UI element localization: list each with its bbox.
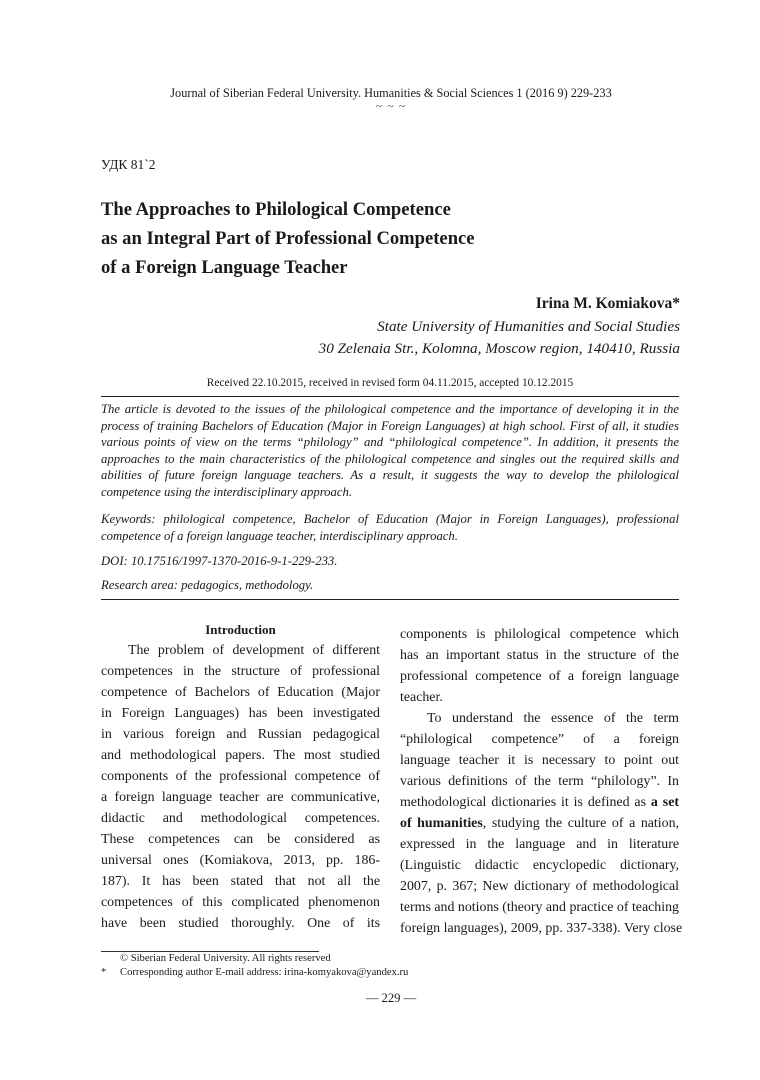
- emphasis: a set: [650, 795, 679, 810]
- body-line: has an important status in the structure of the: [400, 648, 679, 663]
- body-column-right: [400, 624, 683, 939]
- page-number: — 229 —: [365, 991, 417, 1005]
- body-line: methodological dictionaries it is defined as a set: [400, 795, 679, 810]
- research-area: Research area: pedagogics, methodology.: [101, 578, 314, 592]
- journal-header: Journal of Siberian Federal University. Humanities & Social Sciences 1 (2016 9) 229-233: [170, 86, 612, 100]
- keywords: Keywords: philological competence, Bachelor of Education (Major in Foreign Languages), professional competence of a foreign language teacher, interdisciplinary approach.: [101, 512, 679, 543]
- body-line: To understand the essence of the term: [427, 711, 679, 726]
- body-line: These competences can be considered as: [101, 832, 380, 847]
- body-line: competences of this complicated phenomenon: [101, 895, 380, 910]
- body-line: have been studied thoroughly. One of its: [101, 916, 380, 931]
- author-affiliation: State University of Humanities and Social Studies: [377, 318, 680, 335]
- udk-code: УДК 81`2: [101, 157, 156, 172]
- body-line: competence of Bachelors of Education (Major: [101, 685, 380, 700]
- body-line: foreign languages), 2009, pp. 337-338). Very close: [400, 921, 683, 936]
- title-line: of a Foreign Language Teacher: [101, 257, 348, 278]
- title-line: The Approaches to Philological Competence: [101, 199, 451, 220]
- doi: DOI: 10.17516/1997-1370-2016-9-1-229-233.: [101, 554, 338, 568]
- body-line: components of the professional competence of: [101, 769, 380, 784]
- body-line: components is philological competence which: [400, 627, 679, 642]
- body-line: in various foreign and Russian pedagogical: [101, 727, 380, 742]
- abstract: [101, 401, 679, 500]
- corresponding-footnote: [101, 967, 408, 978]
- author-name: Irina M. Komiakova*: [535, 295, 680, 312]
- corresponding-email: Corresponding author E-mail address: irina-komyakova@yandex.ru: [120, 967, 409, 978]
- section-heading: Introduction: [205, 622, 276, 637]
- body-line: terms and notions (theory and practice of teaching: [400, 900, 679, 915]
- emphasis: of humanities: [400, 816, 483, 831]
- footnote-marker: *: [101, 967, 107, 978]
- body-line: of humanities, studying the culture of a nation,: [400, 816, 680, 831]
- body-line: expressed in the language and in literature: [400, 837, 679, 852]
- body-line: professional competence of a foreign language: [400, 669, 679, 684]
- body-line: universal ones (Komiakova, 2013, pp. 186-: [101, 853, 380, 868]
- body-line: language teacher it is necessary to point out: [400, 753, 679, 768]
- body-line: 187). It has been stated that not all the: [101, 874, 380, 889]
- body-line: a foreign language teacher are communicative,: [101, 790, 380, 805]
- body-line: various definitions of the term “philology”. In: [400, 774, 679, 789]
- body-line: and methodological papers. The most studied: [101, 748, 380, 763]
- body-line: didactic and methodological competences.: [101, 811, 380, 826]
- header-ornament: ~ ~ ~: [375, 99, 407, 113]
- received-dates: Received 22.10.2015, received in revised form 04.11.2015, accepted 10.12.2015: [206, 377, 574, 389]
- copyright-footnote: © Siberian Federal University. All rights reserved: [120, 953, 331, 964]
- body-line: competences in the structure of professional: [101, 664, 380, 679]
- body-line: (Linguistic didactic encyclopedic dictionary,: [400, 858, 679, 873]
- footnote-rule: [101, 951, 319, 952]
- body-column-left: [101, 619, 380, 934]
- abstract-top-rule: [101, 396, 679, 397]
- abstract-bottom-rule: [101, 599, 679, 600]
- body-line: 2007, p. 367; New dictionary of methodological: [400, 879, 679, 894]
- body-line: The problem of development of different: [128, 643, 380, 658]
- title-line: as an Integral Part of Professional Competence: [101, 228, 475, 249]
- author-address: 30 Zelenaia Str., Kolomna, Moscow region, 140410, Russia: [318, 340, 680, 357]
- body-line: “philological competence” of a foreign: [400, 732, 679, 747]
- abstract-text: The article is devoted to the issues of the philological competence and the importance of developing it in the process of training Bachelors of Education (Major in Foreign Languages) at high school. First of all, it studies various points of view on the terms “philology” and “philological competence”. In addition, it presents the approaches to the main characteristics of the philological competence and singles out the required skills and abilities of future foreign language teachers. As a result, it suggests the way to develop the philological competence using the interdisciplinary approach.: [101, 402, 679, 499]
- article-title: [101, 195, 475, 282]
- body-line: teacher.: [400, 690, 443, 705]
- body-line: in Foreign Languages) has been investigated: [101, 706, 380, 721]
